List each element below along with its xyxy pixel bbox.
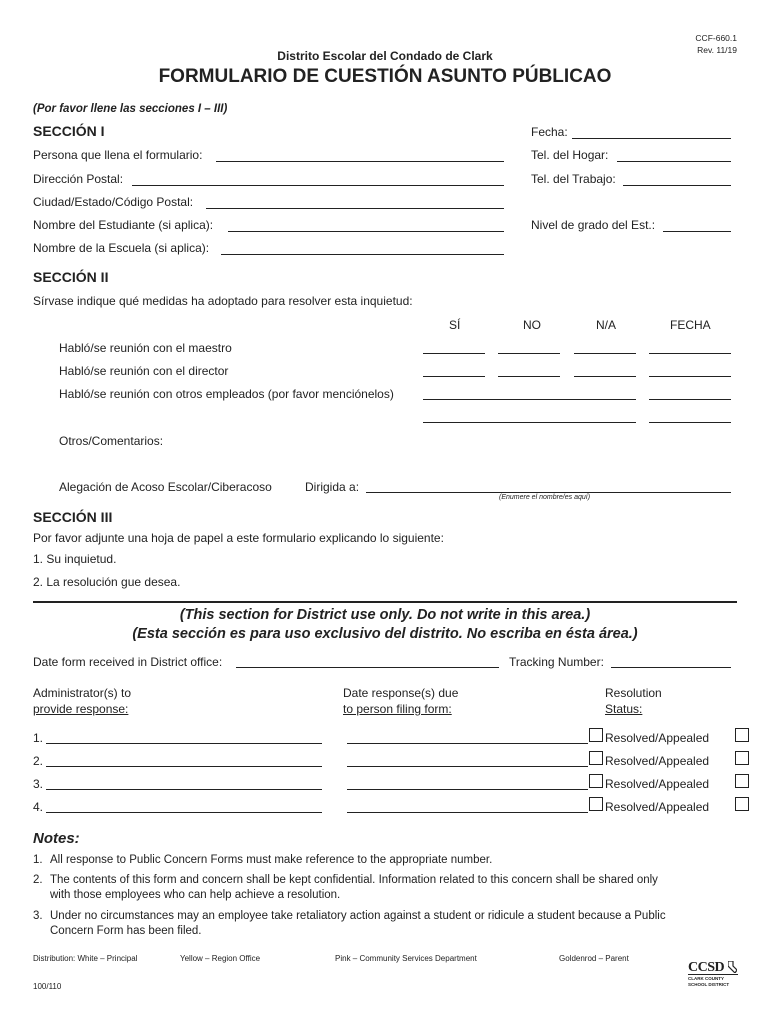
city-label: Ciudad/Estado/Código Postal: <box>33 195 194 209</box>
distribution-yellow: Yellow – Region Office <box>180 954 261 963</box>
logo-sub1: CLARK COUNTY <box>688 976 724 981</box>
grade-field[interactable] <box>663 231 731 232</box>
note-num: 2. <box>33 874 43 886</box>
admin-field-3[interactable] <box>46 789 322 790</box>
school-field[interactable] <box>221 254 504 255</box>
other-staff-names[interactable] <box>423 399 636 400</box>
admin-field-1[interactable] <box>46 743 322 744</box>
note-text: The contents of this form and concern shall be kept confidential. Information related to this concern shall be shared only <box>50 874 658 886</box>
section-3-item-1: 1. Su inquietud. <box>33 552 117 566</box>
work-phone-field[interactable] <box>623 185 731 186</box>
admin-header-1: Administrator(s) to <box>33 686 132 700</box>
admin-row-num: 4. <box>33 800 44 814</box>
date-field[interactable] <box>572 138 731 139</box>
directed-label: Dirigida a: <box>305 480 360 494</box>
revision: Rev. 11/19 <box>697 45 737 55</box>
district-divider <box>33 601 737 603</box>
student-field[interactable] <box>228 231 504 232</box>
names-hint: (Enumere el nombre/es aquí) <box>499 494 591 501</box>
status-checkbox-1b[interactable] <box>735 728 749 742</box>
date-label: Fecha: <box>531 125 568 139</box>
resolution-header-2: Status: <box>605 702 643 716</box>
teacher-no[interactable] <box>498 353 560 354</box>
other-staff-names-2[interactable] <box>423 422 636 423</box>
status-checkbox-2a[interactable] <box>589 751 603 765</box>
due-header-1: Date response(s) due <box>343 686 459 700</box>
col-si: SÍ <box>449 318 461 332</box>
date-received-label: Date form received in District office: <box>33 655 223 669</box>
status-checkbox-4b[interactable] <box>735 797 749 811</box>
row-other-staff: Habló/se reunión con otros empleados (por favor menciónelos) <box>59 387 394 401</box>
tracking-label: Tracking Number: <box>509 655 604 669</box>
ccsd-logo <box>688 960 738 992</box>
admin-header-2: provide response: <box>33 702 129 716</box>
teacher-si[interactable] <box>423 353 485 354</box>
section-2-heading: SECCIÓN II <box>33 269 109 285</box>
teacher-fecha[interactable] <box>649 353 731 354</box>
grade-label: Nivel de grado del Est.: <box>531 218 656 232</box>
row-director: Habló/se reunión con el director <box>59 364 229 378</box>
instructions: (Por favor llene las secciones I – III) <box>33 103 228 115</box>
form-code: CCF-660.1 <box>695 33 737 43</box>
person-field[interactable] <box>216 161 504 162</box>
col-no: NO <box>523 318 541 332</box>
address-label: Dirección Postal: <box>33 172 124 186</box>
nevada-shape-icon <box>728 961 737 973</box>
home-phone-label: Tel. del Hogar: <box>531 148 609 162</box>
person-label: Persona que llena el formulario: <box>33 148 203 162</box>
other-staff-fecha-2[interactable] <box>649 422 731 423</box>
admin-row-num: 1. <box>33 731 44 745</box>
due-field-1[interactable] <box>347 743 588 744</box>
section-2-prompt: Sírvase indique qué medidas ha adoptado para resolver esta inquietud: <box>33 294 413 308</box>
address-field[interactable] <box>132 185 504 186</box>
home-phone-field[interactable] <box>617 161 731 162</box>
logo-main: CCSD <box>688 960 725 975</box>
logo-rule <box>688 974 738 975</box>
distribution-goldenrod: Goldenrod – Parent <box>559 954 629 963</box>
col-na: N/A <box>596 318 617 332</box>
status-checkbox-2b[interactable] <box>735 751 749 765</box>
page-code: 100/110 <box>33 982 62 991</box>
row-teacher: Habló/se reunión con el maestro <box>59 341 232 355</box>
director-no[interactable] <box>498 376 560 377</box>
page-title: FORMULARIO DE CUESTIÓN ASUNTO PÚBLICAO <box>158 66 612 87</box>
status-checkbox-3a[interactable] <box>589 774 603 788</box>
note-text-cont: with those employees who can help achieve a resolution. <box>50 889 341 901</box>
status-label: Resolved/Appealed <box>605 800 710 814</box>
section-3-heading: SECCIÓN III <box>33 509 113 525</box>
city-field[interactable] <box>206 208 504 209</box>
district-name: Distrito Escolar del Condado de Clark <box>277 49 493 63</box>
bullying-label: Alegación de Acoso Escolar/Ciberacoso <box>59 480 272 494</box>
due-header-2: to person filing form: <box>343 702 452 716</box>
admin-row-num: 2. <box>33 754 44 768</box>
tracking-field[interactable] <box>611 667 731 668</box>
due-field-3[interactable] <box>347 789 588 790</box>
directed-field[interactable] <box>366 492 731 493</box>
other-staff-fecha[interactable] <box>649 399 731 400</box>
admin-row-num: 3. <box>33 777 44 791</box>
logo-sub2: SCHOOL DISTRICT <box>688 982 730 987</box>
note-num: 3. <box>33 910 43 922</box>
work-phone-label: Tel. del Trabajo: <box>531 172 616 186</box>
date-received-field[interactable] <box>236 667 499 668</box>
district-banner-es: (Esta sección es para uso exclusivo del distrito. No escriba en ésta área.) <box>132 626 638 642</box>
section-3-item-2: 2. La resolución gue desea. <box>33 575 181 589</box>
director-na[interactable] <box>574 376 636 377</box>
status-checkbox-3b[interactable] <box>735 774 749 788</box>
note-text-cont: Concern Form has been filed. <box>50 925 202 937</box>
col-fecha: FECHA <box>670 318 711 332</box>
school-label: Nombre de la Escuela (si aplica): <box>33 241 210 255</box>
note-text: All response to Public Concern Forms must make reference to the appropriate number. <box>50 854 493 866</box>
status-label: Resolved/Appealed <box>605 731 710 745</box>
section-3-prompt: Por favor adjunte una hoja de papel a este formulario explicando lo siguiente: <box>33 531 444 545</box>
notes-heading: Notes: <box>33 830 80 847</box>
admin-field-4[interactable] <box>46 812 322 813</box>
note-text: Under no circumstances may an employee take retaliatory action against a student or ridicule a student because a Public <box>50 910 666 922</box>
due-field-4[interactable] <box>347 812 588 813</box>
status-label: Resolved/Appealed <box>605 777 710 791</box>
status-checkbox-4a[interactable] <box>589 797 603 811</box>
distribution-pink: Pink – Community Services Department <box>335 954 477 963</box>
due-field-2[interactable] <box>347 766 588 767</box>
distribution-white: Distribution: White – Principal <box>33 954 138 963</box>
comments-label: Otros/Comentarios: <box>59 434 164 448</box>
teacher-na[interactable] <box>574 353 636 354</box>
note-num: 1. <box>33 854 43 866</box>
resolution-header-1: Resolution <box>605 686 662 700</box>
director-si[interactable] <box>423 376 485 377</box>
admin-field-2[interactable] <box>46 766 322 767</box>
status-checkbox-1a[interactable] <box>589 728 603 742</box>
section-1-heading: SECCIÓN I <box>33 123 105 139</box>
status-label: Resolved/Appealed <box>605 754 710 768</box>
district-banner-en: (This section for District use only. Do not write in this area.) <box>179 607 591 623</box>
student-label: Nombre del Estudiante (si aplica): <box>33 218 214 232</box>
director-fecha[interactable] <box>649 376 731 377</box>
